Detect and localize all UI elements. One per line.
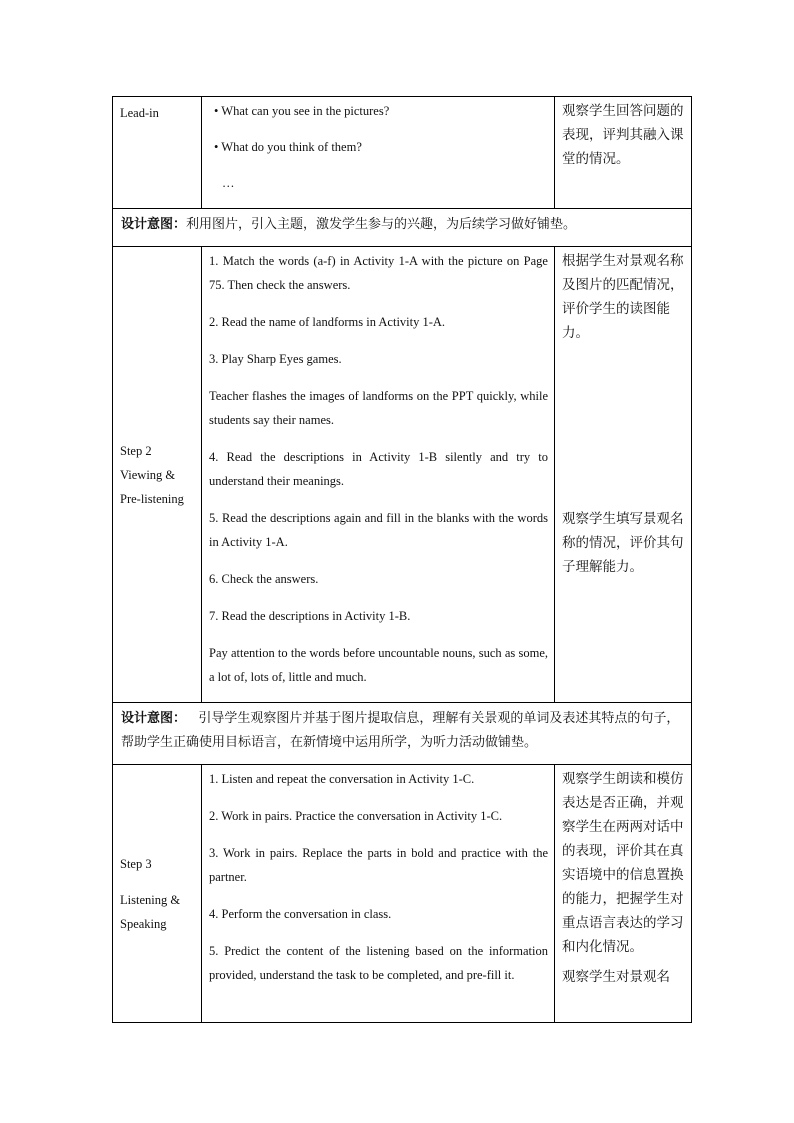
activity-item: 5. Read the descriptions again and fill in the blanks with the words in Activity 1-A. xyxy=(209,511,548,549)
evaluation-step-3 xyxy=(555,765,692,1023)
stage-step-2 xyxy=(113,247,202,703)
activity-item: 2. Read the name of landforms in Activity 1-A. xyxy=(209,315,446,329)
activity-item: 4. Perform the conversation in class. xyxy=(209,907,392,921)
evaluation-text: 观察学生朗读和模仿表达是否正确，并观察学生在两两对话中的表现，评价其在真实语境中的信息置换的能力，把握学生对重点语言表达的学习和内化情况。 xyxy=(562,771,684,955)
evaluation-text: 根据学生对景观名称及图片的匹配情况，评价学生的读图能力。 xyxy=(562,253,684,341)
row-design-intent-2 xyxy=(113,703,692,765)
activity-item: 5. Predict the content of the listening based on the information provided, understand the task to be completed, and pre-fill it. xyxy=(209,944,548,982)
activities-step-2 xyxy=(202,247,555,703)
activity-ellipsis: … xyxy=(222,176,235,190)
design-intent-label: 设计意图： xyxy=(121,217,187,232)
activity-item: 1. Match the words (a-f) in Activity 1-A with the picture on Page 75. Then check the answers. xyxy=(209,254,548,292)
evaluation-lead-in: 观察学生回答问题的表现，评判其融入课堂的情况。 xyxy=(555,97,692,209)
row-step-3 xyxy=(113,765,692,1023)
activities-step-3 xyxy=(202,765,555,1023)
stage-line: Speaking xyxy=(120,916,167,931)
activity-item: 3. Play Sharp Eyes games. xyxy=(209,352,342,366)
row-step-2 xyxy=(113,247,692,703)
row-design-intent-1 xyxy=(113,209,692,247)
stage-lead-in: Lead-in xyxy=(113,97,202,209)
stage-line: Pre-listening xyxy=(120,491,184,506)
design-intent-label: 设计意图： xyxy=(121,711,187,726)
lesson-plan-table xyxy=(112,96,692,1023)
evaluation-text: 观察学生填写景观名称的情况，评价其句子理解能力。 xyxy=(562,511,684,575)
evaluation-text: 观察学生对景观名 xyxy=(562,969,670,985)
design-intent-2 xyxy=(113,703,692,765)
evaluation-step-2 xyxy=(555,247,692,703)
design-intent-1 xyxy=(113,209,692,247)
activity-item: 1. Listen and repeat the conversation in Activity 1-C. xyxy=(209,772,475,786)
activity-item: Pay attention to the words before uncountable nouns, such as some, a lot of, lots of, little and much. xyxy=(209,646,548,684)
activity-item: 2. Work in pairs. Practice the conversation in Activity 1-C. xyxy=(209,809,503,823)
activity-item: Teacher flashes the images of landforms on the PPT quickly, while students say their names. xyxy=(209,389,548,427)
activity-item: 7. Read the descriptions in Activity 1-B. xyxy=(209,609,411,623)
design-intent-text: 利用图片，引入主题，激发学生参与的兴趣，为后续学习做好铺垫。 xyxy=(186,217,577,232)
design-intent-text: 引导学生观察图片并基于图片提取信息，理解有关景观的单词及表述其特点的句子，帮助学生正确使用目标语言，在新情境中运用所学，为听力活动做铺垫。 xyxy=(121,711,680,750)
stage-step-3 xyxy=(113,765,202,1023)
stage-line: Step 3 xyxy=(120,856,152,871)
row-lead-in xyxy=(113,97,692,209)
stage-line: Step 2 xyxy=(120,443,152,458)
activity-item: • What do you think of them? xyxy=(214,140,362,154)
stage-line: Listening & xyxy=(120,892,181,907)
activity-item: 3. Work in pairs. Replace the parts in bold and practice with the partner. xyxy=(209,846,548,884)
activities-lead-in xyxy=(202,97,555,209)
activity-item: 6. Check the answers. xyxy=(209,572,319,586)
activity-item: • What can you see in the pictures? xyxy=(214,104,390,118)
stage-line: Viewing & xyxy=(120,467,176,482)
activity-item: 4. Read the descriptions in Activity 1-B silently and try to understand their meanings. xyxy=(209,450,548,488)
